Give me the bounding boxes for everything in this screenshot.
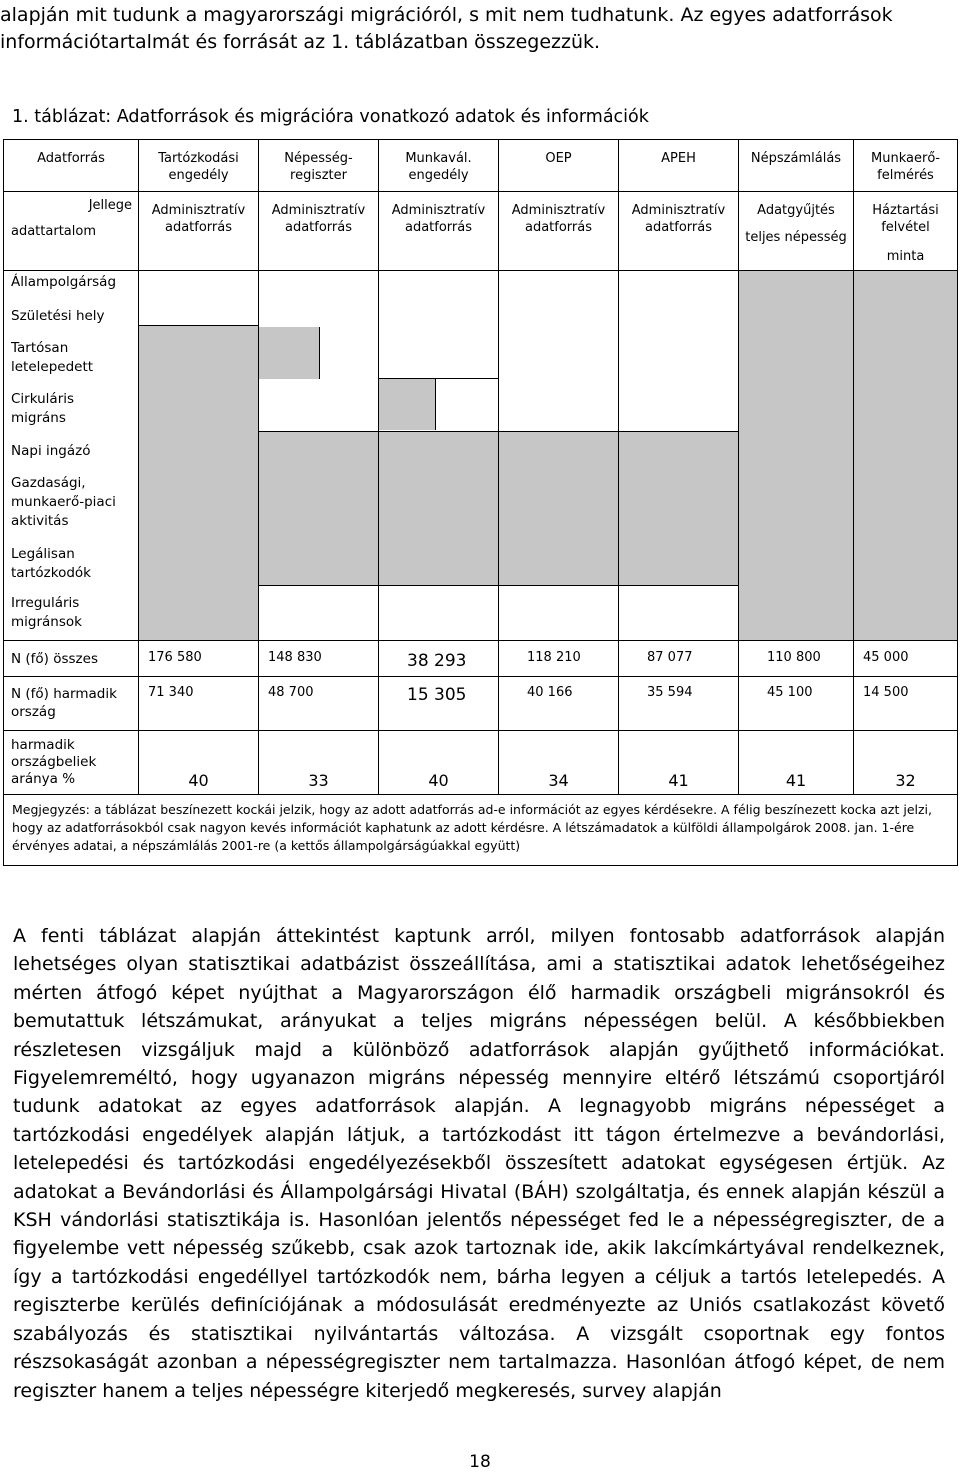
nature-sub: minta [886,249,925,264]
row-label: Cirkuláris migráns [11,391,75,426]
table-note: Megjegyzés: a táblázat beszínezett kockái jelzik, hogy az adott adatforrás ad-e információt az egyes kérdésekre. A félig beszínezett kocka azt jelzi, hogy az adatforrásokból csak nagyon kevés információt kaphatunk az adott kérdésre. A létszámadatok a külföldi állampolgárok 2008. jan. 1-ére érvényes adatai, a népszámlálás 2001-re (a kettős állampolgárságúakkal együtt) [4,795,958,866]
body-paragraph: A fenti táblázat alapján áttekintést kaptunk arról, milyen fontosabb adatforrások alapján lehetséges olyan statisztikai adatbázist összeállítása, ami a statisztikai adatok lehetőségeihez mérten átfogó képet nyújthat a Magyarországon élő harmadik országbeli migránsokról és bemutattuk létszámukat, arányukat a teljes migráns népességen belül. A későbbiekben részletesen vizsgáljuk majd a különböző adatforrások alapján gyűjthető információkat. Figyelemreméltó, hogy ugyanazon migráns népesség mennyire eltérő létszámú csoportjáról tudunk adatokat az egyes adatforrások alapján. A legnagyobb migráns népességet a tartózkodási engedélyek alapján látjuk, a tartózkodást itt tágon értelmezve a bevándorlási, letelepedési és tartózkodási engedélyezésekből összesített adatokat egységesen értjük. Az adatokat a Bevándorlási és Állampolgársági Hivatal (BÁH) szolgáltatja, és ennek alapján készül a KSH vándorlási statisztikája is. Hasonlóan jelentős népességet fed le a népességregiszter, de a figyelembe vett népesség szűkebb, csak azok tartoznak ide, akik lakcímkártyával rendelkeznek, így a tartózkodási engedéllyel tartózkodók nem, bárha legyen a céljuk a tartós letelepedés. A regiszterbe kerülés definíciójának a módosulását eredményezte az Uniós csatlakozást követő szabályozás és statisztikai nyilvántartás változása. A vizsgált csoportnak egy fontos részsokaságát azonban a népességregiszter nem tartalmazza. Hasonlóan átfogó képet, de nem regiszter hanem a teljes népességre kiterjedő megkeresés, survey alapján [13,925,945,1402]
ratio-value: 41 [739,731,854,795]
total-value: 87 077 [619,641,739,677]
nature-sub: teljes népesség [745,230,847,245]
coverage-fill [619,431,738,585]
coverage-fill [379,431,498,585]
coverage-column [854,271,958,641]
row-label: Tartósan letelepedett [11,340,94,375]
header-source: OEP [499,140,619,192]
nature-cell: Adminisztratív adatforrás [499,192,619,271]
ratio-value: 41 [619,731,739,795]
page-number: 18 [469,1452,491,1472]
coverage-fill [739,271,853,641]
coverage-column [259,271,379,641]
coverage-column [379,271,499,641]
ratio-value: 34 [499,731,619,795]
corner-jellege: Jellege [88,198,132,213]
corner-adattartalom: adattartalom [11,224,96,239]
total-value: 38 293 [379,641,499,677]
data-sources-table [3,139,958,866]
ratio-value: 33 [259,731,379,795]
total-value: 118 210 [499,641,619,677]
total-value: 110 800 [739,641,854,677]
nature-cell: Adminisztratív adatforrás [139,192,259,271]
third-label: N (fő) harmadik ország [4,677,139,731]
ratio-value: 32 [854,731,958,795]
ratio-value: 40 [379,731,499,795]
coverage-fill [854,271,957,641]
third-value: 14 500 [854,677,958,731]
row-label: Gazdasági, munkaerő-piaci aktivitás [11,475,116,529]
header-source: Munkaerő-felmérés [854,140,958,192]
nature-cell: Adminisztratív adatforrás [379,192,499,271]
coverage-column [739,271,854,641]
header-source: Tartózkodási engedély [139,140,259,192]
corner-adatforras: Adatforrás [4,140,139,192]
coverage-half [259,327,319,379]
third-value: 45 100 [739,677,854,731]
nature-main: Adatgyűjtés [757,203,835,218]
coverage-half [379,378,435,430]
total-value: 45 000 [854,641,958,677]
header-source: Népesség-regiszter [259,140,379,192]
third-value: 15 305 [379,677,499,731]
nature-cell-lfs [854,192,958,271]
nature-main: Háztartási felvétel [872,203,939,235]
ratio-value: 40 [139,731,259,795]
nature-cell: Adminisztratív adatforrás [259,192,379,271]
coverage-column [499,271,619,641]
nature-cell-census [739,192,854,271]
corner-nature-cell [4,192,139,271]
row-label: Irreguláris migránsok [11,595,82,630]
coverage-fill [139,325,258,641]
third-value: 48 700 [259,677,379,731]
nature-cell: Adminisztratív adatforrás [619,192,739,271]
coverage-column [619,271,739,641]
third-value: 71 340 [139,677,259,731]
table-caption: 1. táblázat: Adatforrások és migrációra vonatkozó adatok és információk [12,107,649,127]
third-value: 35 594 [619,677,739,731]
coverage-fill [499,431,618,585]
intro-paragraph: alapján mit tudunk a magyarországi migrációról, s mit nem tudhatunk. Az egyes adatforrások információtartalmát és forrását az 1. táblázatban összegezzük. [0,4,893,53]
coverage-fill [259,431,378,585]
header-source: Munkavál. engedély [379,140,499,192]
row-label: Születési hely [11,308,105,324]
total-value: 148 830 [259,641,379,677]
row-label: Napi ingázó [11,443,91,459]
header-source: APEH [619,140,739,192]
third-value: 40 166 [499,677,619,731]
ratio-label: harmadik országbeliek aránya % [4,731,139,795]
header-source: Népszámlálás [739,140,854,192]
coverage-column [139,271,259,641]
total-label: N (fő) összes [4,641,139,677]
row-label: Legálisan tartózkodók [11,546,91,581]
row-label-column [4,271,139,641]
total-value: 176 580 [139,641,259,677]
row-label: Állampolgárság [11,274,117,290]
